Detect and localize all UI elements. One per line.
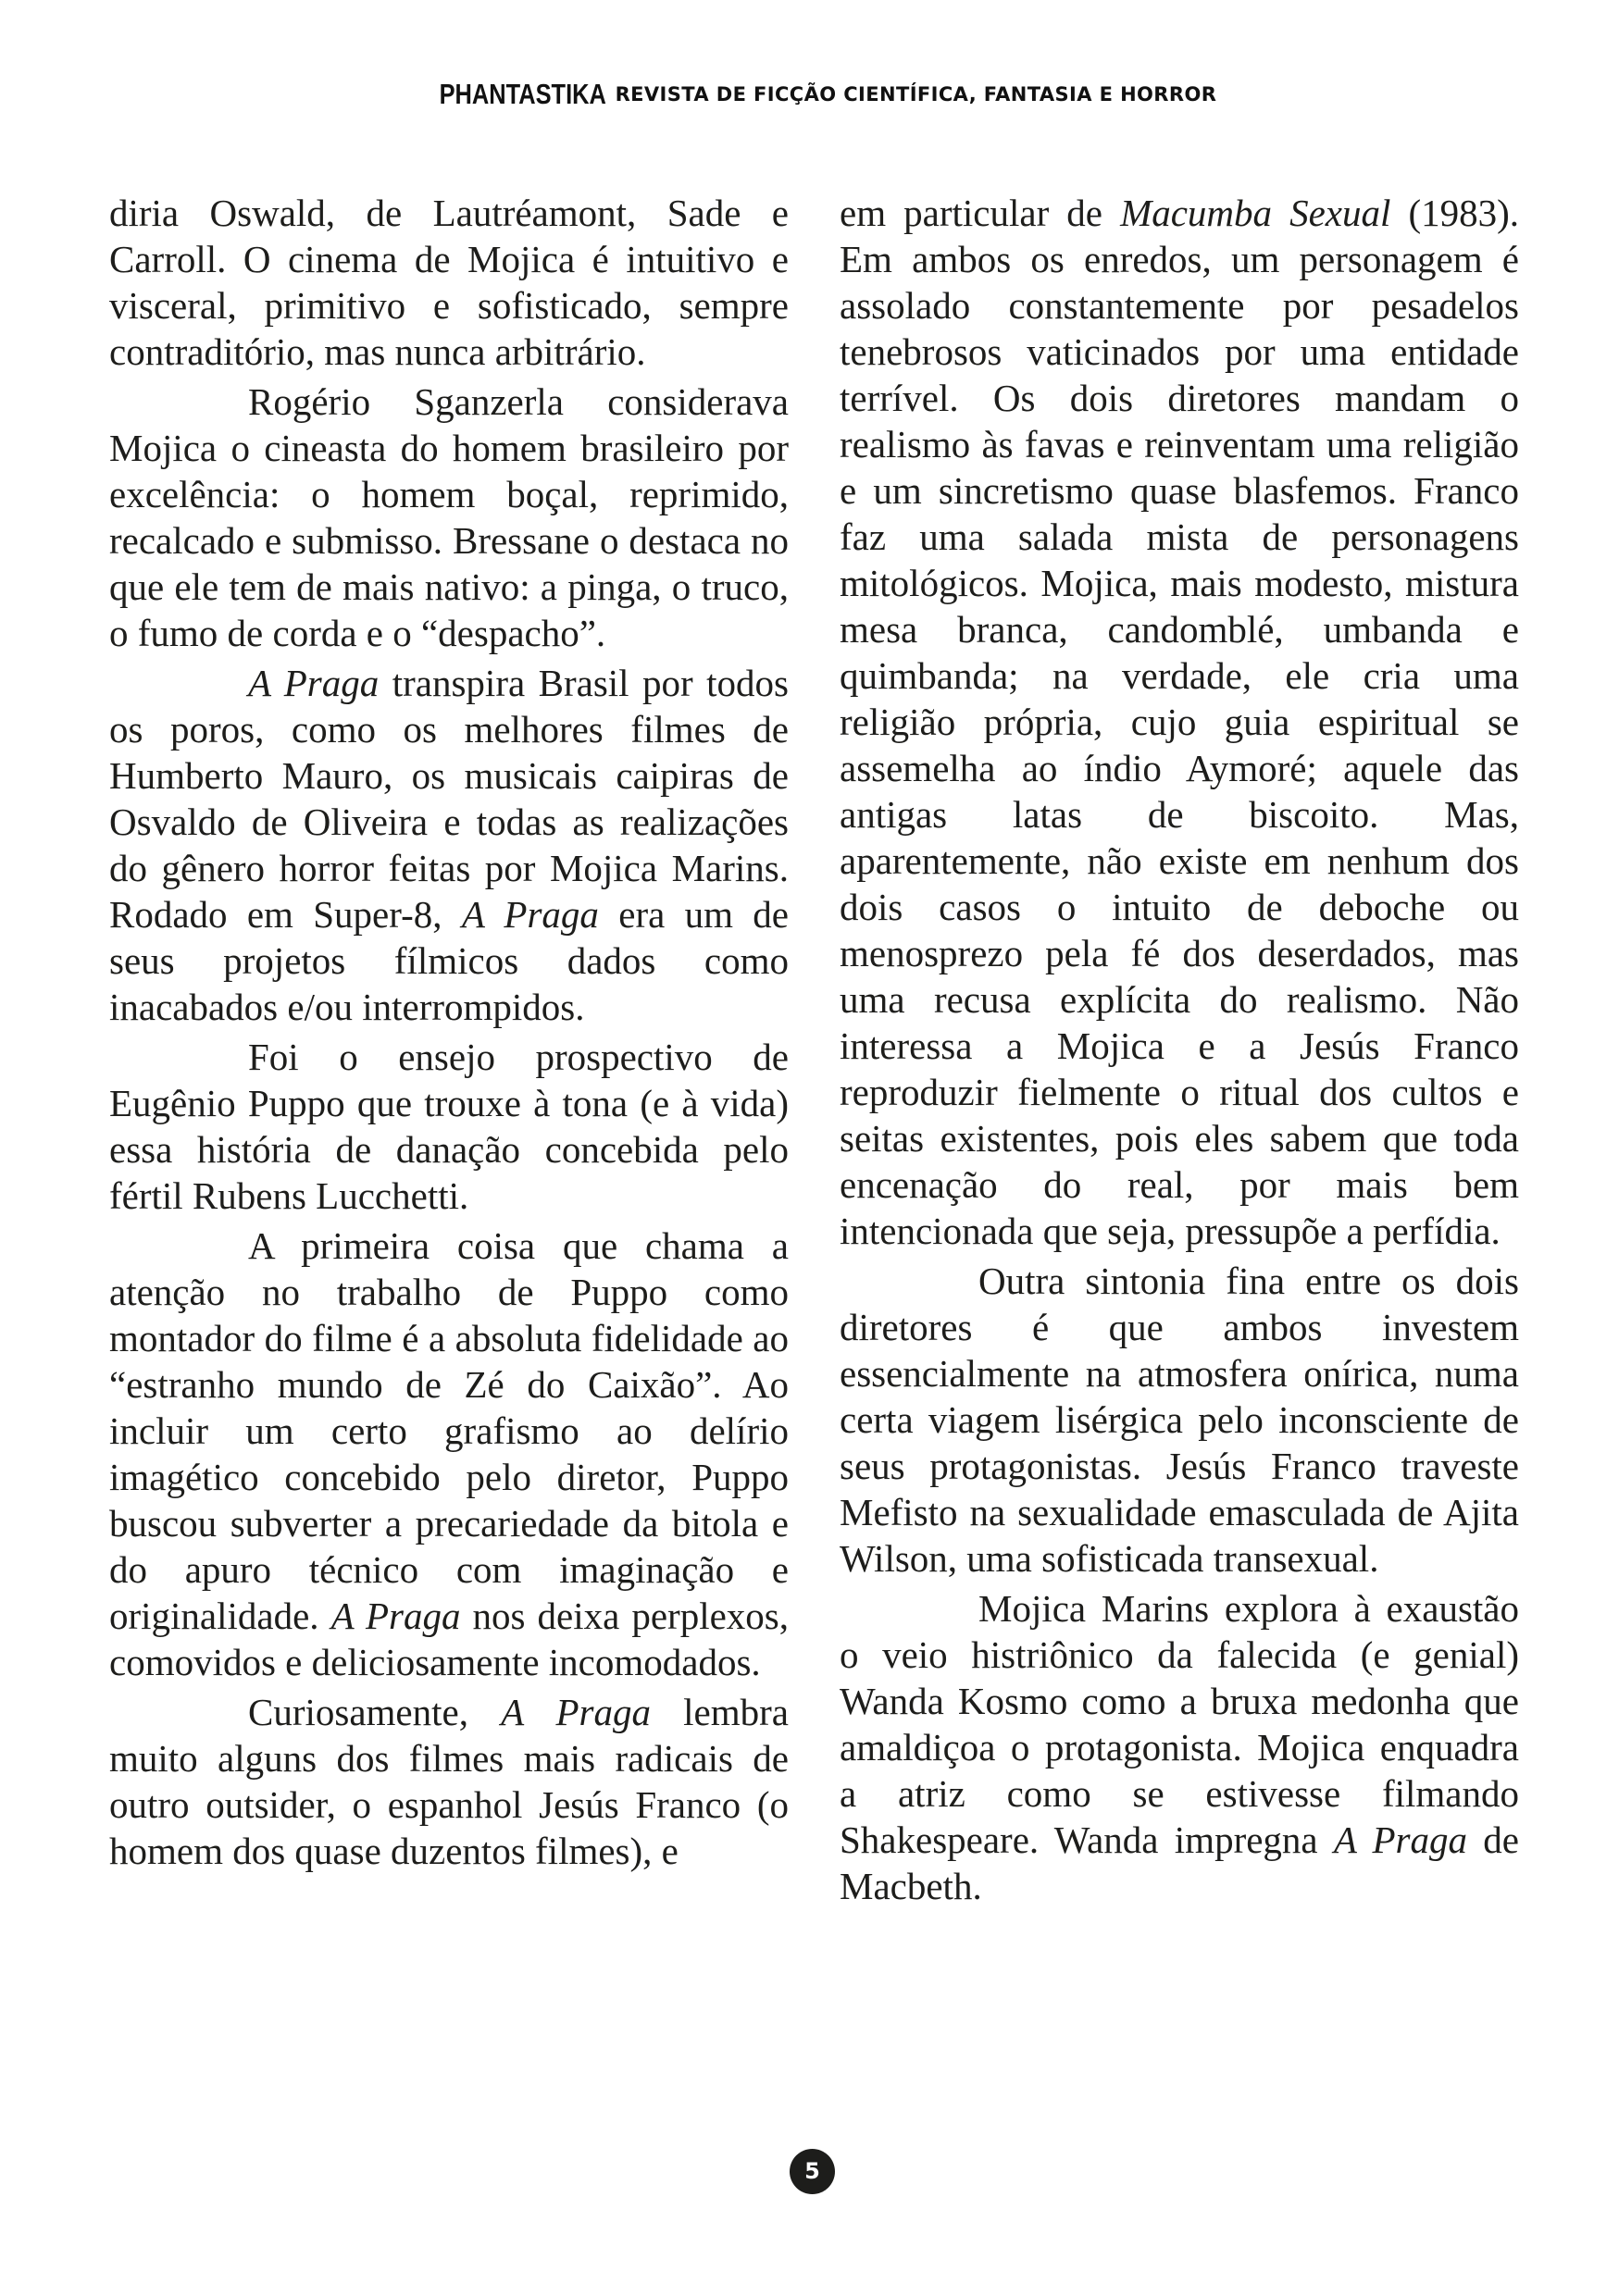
magazine-logo: PHANTASTIKA — [439, 78, 606, 110]
film-title: A Praga — [1333, 1818, 1467, 1861]
magazine-tagline: REVISTA DE FICÇÃO CIENTÍFICA, FANTASIA E HORROR — [615, 83, 1217, 105]
page-header — [0, 78, 1619, 111]
page-number-badge: 5 — [790, 2149, 835, 2194]
film-title: A Praga — [248, 662, 380, 704]
paragraph: em particular de Macumba Sexual (1983). Em ambos os enredos, um personagem é assolado constantemente por pesadelos tenebrosos vaticinados por uma entidade terrível. Os dois diretores mandam o realismo às favas e reinventam uma religião e um sincretismo quase blasfemos. Franco faz uma salada mista de personagens mitológicos. Mojica, mais modesto, mistura mesa branca, candomblé, umbanda e quimbanda; na verdade, ele cria uma religião própria, cujo guia espiritual se assemelha ao índio Aymoré; aquele das antigas latas de biscoito. Mas, aparentemente, não existe em nenhum dos dois casos o intuito de deboche ou menosprezo pela fé dos deserdados, mas uma recusa explícita do realismo. Não interessa a Mojica e a Jesús Franco reproduzir fielmente o ritual dos cultos e seitas existentes, pois eles sabem que toda encenação do real, por mais bem intencionada que seja, pressupõe a perfídia. — [840, 192, 1519, 1252]
right-column — [840, 190, 1519, 1911]
paragraph: diria Oswald, de Lautréamont, Sade e Carroll. O cinema de Mojica é intuitivo e visceral, primitivo e sofisticado, sempre contraditório, mas nunca arbitrário. — [109, 192, 789, 373]
left-column — [109, 190, 789, 1876]
film-title: A Praga — [461, 893, 599, 936]
film-title: A Praga — [330, 1595, 461, 1637]
paragraph: A Praga transpira Brasil por todos os poros, como os melhores filmes de Humberto Mauro, os musicais caipiras de Osvaldo de Oliveira e todas as realizações do gênero horror feitas por Mojica Marins. Rodado em Super-8, A Praga era um de seus projetos fílmicos dados como inacabados e/ou interrompidos. — [109, 662, 790, 1028]
film-title: Macumba Sexual — [1120, 192, 1391, 234]
paragraph: Outra sintonia fina entre os dois diretores é que ambos investem essencialmente na atmosfera onírica, numa certa viagem lisérgica pelo inconsciente de seus protagonistas. Jesús Franco traveste Mefisto na sexualidade emasculada de Ajita Wilson, uma sofisticada transexual. — [840, 1260, 1519, 1580]
paragraph: A primeira coisa que chama a atenção no trabalho de Puppo como montador do filme é a absoluta fidelidade ao “estranho mundo de Zé do Caixão”. Ao incluir um certo grafismo ao delírio imagético concebido pelo diretor, Puppo buscou subverter a precariedade da bitola e do apuro técnico com imaginação e originalidade. A Praga nos deixa perplexos, comovidos e deliciosamente incomodados. — [109, 1224, 789, 1683]
paragraph: Foi o ensejo prospectivo de Eugênio Puppo que trouxe à tona (e à vida) essa história de danação concebida pelo fértil Rubens Lucchetti. — [109, 1036, 789, 1217]
paragraph: Curiosamente, A Praga lembra muito alguns dos filmes mais radicais de outro outsider, o espanhol Jesús Franco (o homem dos quase duzentos filmes), e — [109, 1691, 789, 1872]
paragraph: Rogério Sganzerla considerava Mojica o cineasta do homem brasileiro por excelência: o homem boçal, reprimido, recalcado e submisso. Bressane o destaca no que ele tem de mais nativo: a pinga, o truco, o fumo de corda e o “despacho”. — [109, 380, 789, 654]
film-title: A Praga — [501, 1691, 652, 1733]
paragraph: Mojica Marins explora à exaustão o veio histriônico da falecida (e genial) Wanda Kosmo como a bruxa medonha que amaldiçoa o protagonista. Mojica enquadra a atriz como se estivesse filmando Shakespeare. Wanda impregna A Praga de Macbeth. — [840, 1587, 1519, 1907]
